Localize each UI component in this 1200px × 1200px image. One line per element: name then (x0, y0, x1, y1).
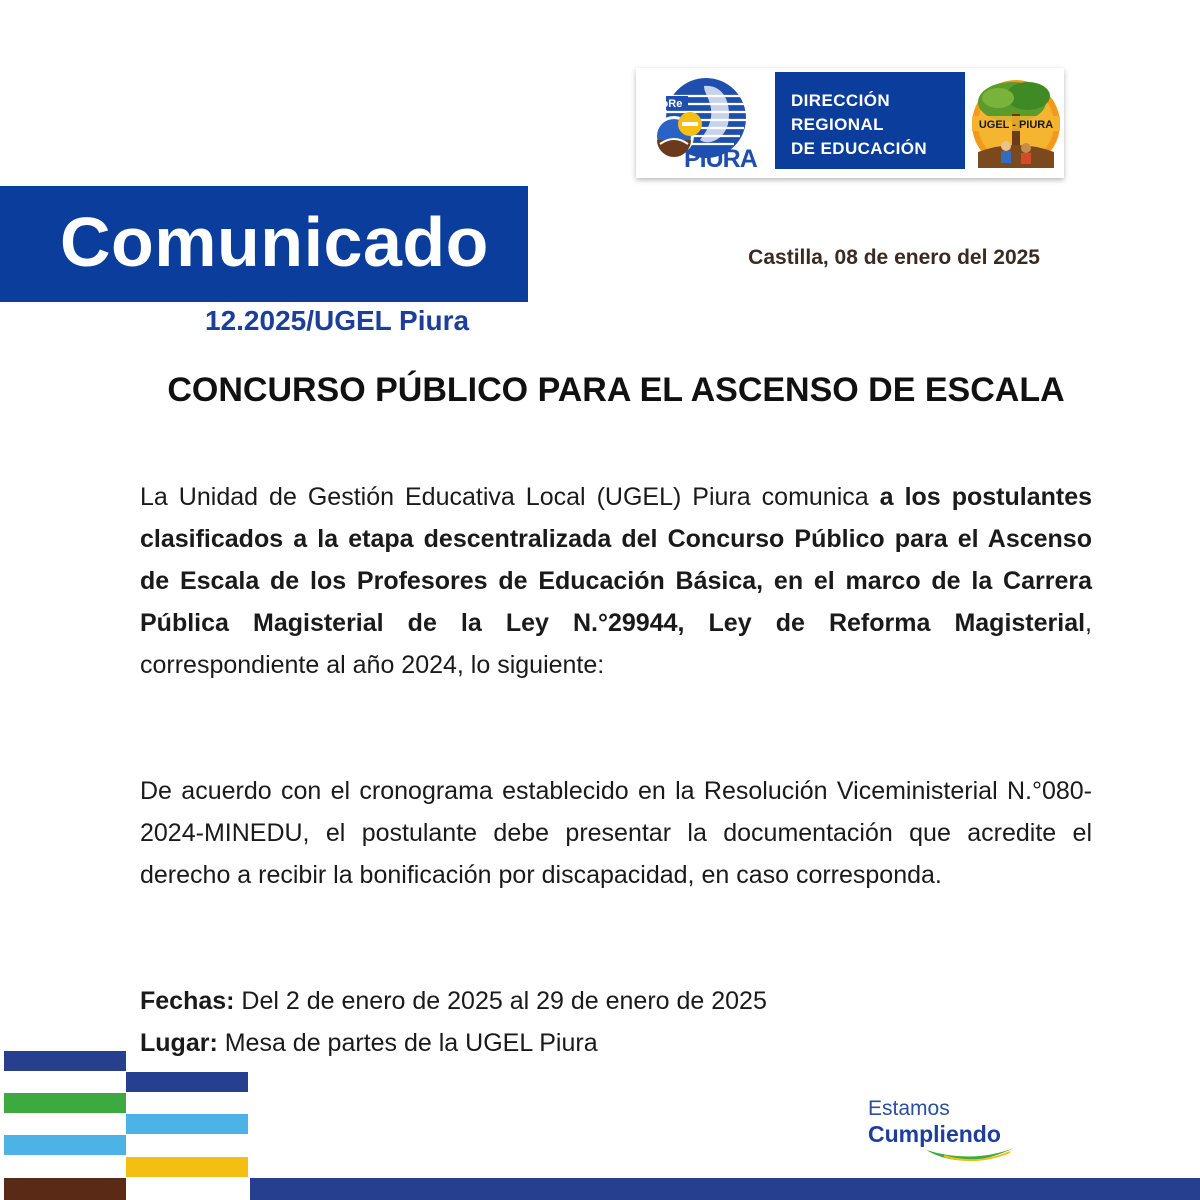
dre-block (775, 72, 965, 169)
dre-line-1: DIRECCIÓN (791, 91, 890, 110)
dates-value: Del 2 de enero de 2025 al 29 de enero de 2025 (234, 987, 767, 1015)
swoosh-icon (924, 1146, 1016, 1168)
gore-piura-logo (644, 74, 768, 172)
footer-strip (250, 1178, 1200, 1200)
piura-wordmark: PIURA (684, 145, 757, 172)
paragraph-1-bold: a los postulantes clasificados a la etapa descentralizada del Concurso Público para el Ascenso de Escala de los Profesores de Educación Básica, en el marco de la Carrera Pública Magisterial de la Ley N.°29944, Ley de Reforma Magisterial (140, 483, 1092, 637)
brand-line-2: Cumpliendo (868, 1121, 1001, 1147)
paragraph-1-tail: , correspondiente al año 2024, lo siguiente: (140, 609, 1092, 679)
place-line (140, 1022, 598, 1064)
page-title: Comunicado (60, 203, 489, 281)
decor-bar-navy-right (126, 1072, 248, 1092)
ugel-piura-logo (968, 72, 1064, 172)
decor-bar-gold (126, 1157, 248, 1177)
body-paragraph-2: De acuerdo con el cronograma establecido en la Resolución Viceministerial N.°080-2024-MINEDU, el postulante debe presentar la documentación que acredite el derecho a recibir la bonificación por discapacidad, en caso corresponda. (140, 777, 1092, 889)
decor-bar-green (4, 1093, 126, 1113)
brand-line-1: Estamos (868, 1097, 950, 1120)
communique-date: Castilla, 08 de enero del 2025 (748, 246, 1040, 269)
ugel-seal-label: UGEL - PIURA (978, 119, 1054, 131)
communique-reference: 12.2025/UGEL Piura (205, 305, 470, 336)
decor-bar-navy-left (4, 1051, 126, 1071)
decor-bar-lightblue-left (4, 1135, 126, 1155)
dre-line-3: DE EDUCACIÓN (791, 139, 928, 158)
estamos-cumpliendo-logo (868, 1096, 1018, 1168)
gore-label: GoRe (653, 98, 683, 110)
title-banner (0, 186, 528, 302)
place-label: Lugar: (140, 1029, 218, 1057)
decor-bar-brown (4, 1178, 126, 1200)
paragraph-1-lead: La Unidad de Gestión Educativa Local (UGEL) Piura comunica (140, 483, 880, 511)
body-paragraph-1 (140, 476, 1092, 686)
dre-line-2: REGIONAL (791, 115, 884, 134)
logo-header (636, 68, 1064, 178)
dates-line (140, 980, 767, 1022)
dates-label: Fechas: (140, 987, 235, 1015)
decor-bar-lightblue-right (126, 1114, 248, 1134)
place-value: Mesa de partes de la UGEL Piura (217, 1029, 598, 1057)
communique-heading: CONCURSO PÚBLICO PARA EL ASCENSO DE ESCALA (167, 371, 1065, 409)
